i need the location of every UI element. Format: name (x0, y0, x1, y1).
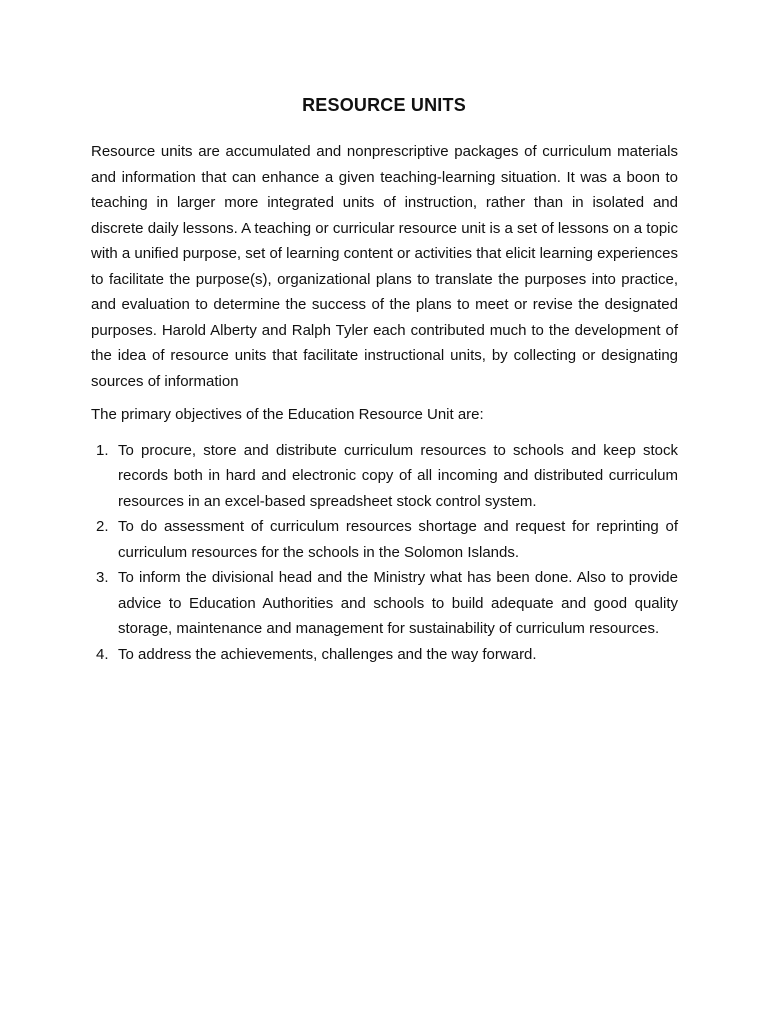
objective-item-2 (91, 514, 678, 565)
page-title: RESOURCE UNITS (302, 95, 466, 115)
objective-item-4 (91, 642, 678, 668)
objective-text: To do assessment of curriculum resources shortage and request for reprinting of curriculum resources for the schools in the Solomon Islands. (118, 518, 678, 561)
objective-number: 4. (96, 645, 109, 663)
intro-paragraph: Resource units are accumulated and nonprescriptive packages of curriculum materials and information that can enhance a given teaching-learning situation. It was a boon to teaching in larger more integrated units of instruction, rather than in isolated and discrete daily lessons. A teaching or curricular resource unit is a set of lessons on a topic with a unified purpose, set of learning content or activities that elicit learning experiences to facilitate the purpose(s), organizational plans to translate the purposes into practice, and evaluation to determine the success of the plans to meet or revise the designated purposes. Harold Alberty and Ralph Tyler each contributed much to the development of the idea of resource units that facilitate instructional units, by collecting or designating sources of information (91, 143, 678, 390)
objectives-lead: The primary objectives of the Education Resource Unit are: (91, 406, 484, 423)
objective-item-3 (91, 565, 678, 642)
objective-item-1 (91, 438, 678, 515)
objective-number: 3. (96, 569, 109, 586)
objectives-list (91, 438, 678, 668)
objective-text: To procure, store and distribute curriculum resources to schools and keep stock records both in hard and electronic copy of all incoming and distributed curriculum resources in an excel-based spreadsheet stock control system. (118, 441, 678, 510)
objective-text: To inform the divisional head and the Ministry what has been done. Also to provide advice to Education Authorities and schools to build adequate and good quality storage, maintenance and management for sustainability of curriculum resources. (118, 569, 678, 637)
objective-number: 1. (96, 441, 109, 459)
objective-text: To address the achievements, challenges and the way forward. (118, 645, 537, 663)
document-body (91, 139, 678, 667)
objective-number: 2. (96, 518, 109, 535)
